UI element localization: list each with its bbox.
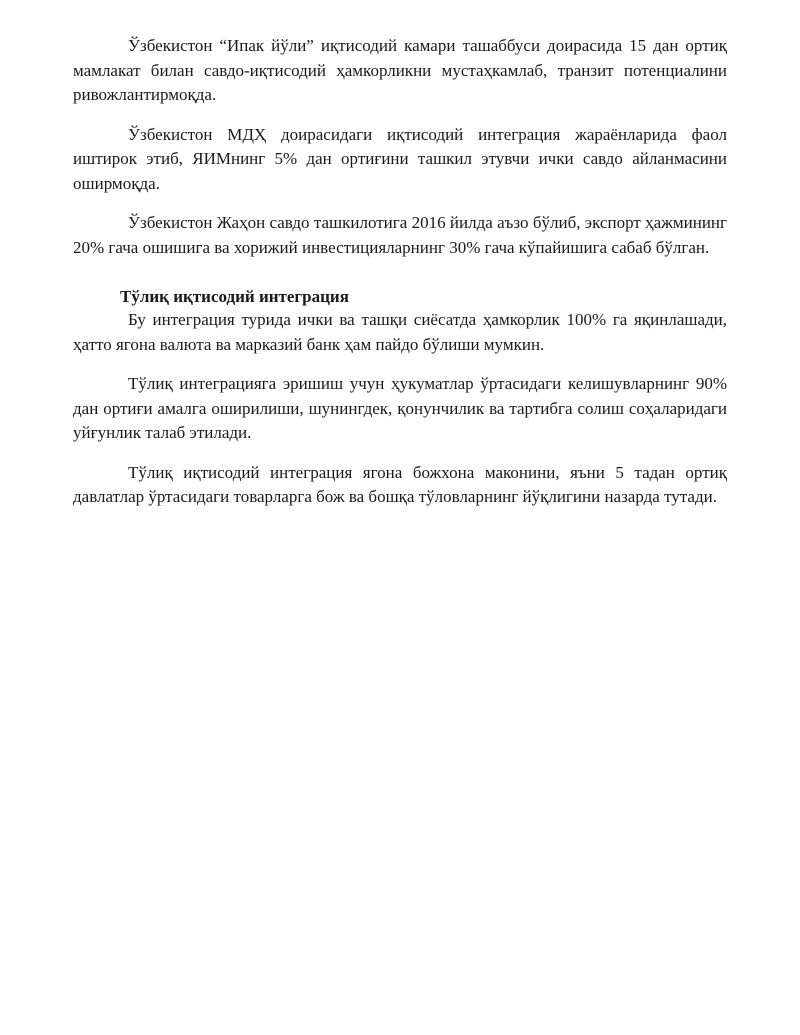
section-heading: Тўлиқ иқтисодий интеграция xyxy=(120,287,349,306)
document-page xyxy=(73,34,727,525)
paragraph-customs-space: Тўлиқ иқтисодий интеграция ягона божхона маконини, яъни 5 тадан ортиқ давлатлар ўртасидаги товарларга бож ва бошқа тўловларнинг йўқлигини назарда тутади. xyxy=(73,462,727,506)
paragraph-cis-integration: Ўзбекистон МДҲ доирасидаги иқтисодий интеграция жараёнларида фаол иштирок этиб, ЯИМнинг 5% дан ортиғини ташкил этувчи ички савдо айланмасини оширмоқда. xyxy=(73,124,727,193)
paragraph-integration-type: Бу интеграция турида ички ва ташқи сиёсатда ҳамкорлик 100% га яқинлашади, ҳатто ягона валюта ва марказий банк ҳам пайдо бўлиши мумкин. xyxy=(73,310,727,354)
paragraph-government-agreements: Тўлиқ интеграцияга эришиш учун ҳукуматлар ўртасидаги келишувларнинг 90% дан ортиғи амалга оширилиши, шунингдек, қонунчилик ва тартибга солиш соҳаларидаги уйғунлик талаб этилади. xyxy=(73,374,727,442)
paragraph-wto: Ўзбекистон Жаҳон савдо ташкилотига 2016 йилда аъзо бўлиб, экспорт ҳажмининг 20% гача ошишига ва хорижий инвестицияларнинг 30% гача кўпайишига сабаб бўлган. xyxy=(73,213,727,257)
paragraph-silk-road: Ўзбекистон “Ипак йўли” иқтисодий камари ташаббуси доирасида 15 дан ортиқ мамлакат билан савдо-иқтисодий ҳамкорликни мустаҳкамлаб, транзит потенциалини ривожлантирмоқда. xyxy=(73,36,727,104)
